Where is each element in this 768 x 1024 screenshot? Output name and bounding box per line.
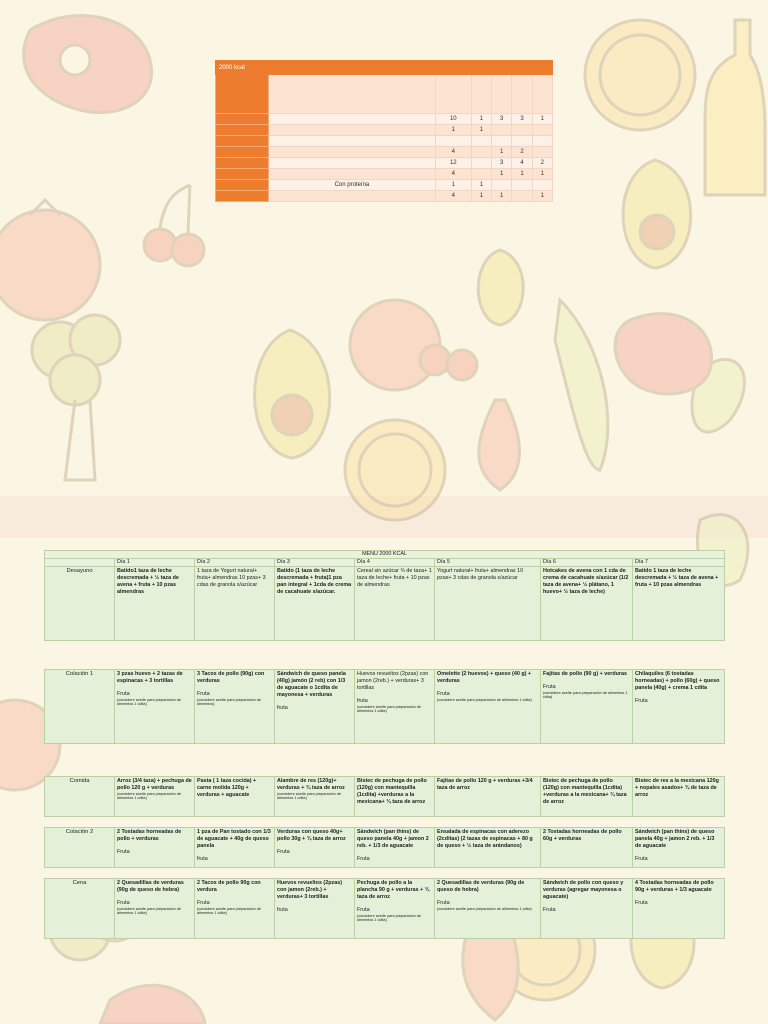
menu-cell	[115, 567, 195, 641]
menu-title-row	[45, 551, 725, 559]
dish-text: Yogurt natural+ fruta+ almendras 10 pzas+ 3 cdas de granola s/azúcar	[437, 568, 524, 582]
fruta-label: Fruta	[357, 907, 370, 914]
meal-name: Desayuno	[45, 567, 115, 641]
dish-text: 2 Quesadillas de verduras (90g de queso de hebra)	[117, 880, 184, 894]
fruta-label: Fruta	[635, 698, 648, 705]
table-cell: 10	[435, 114, 471, 125]
dish-text: 2 Quesadillas de verduras (90g de queso de hebra)	[437, 880, 525, 894]
dish-text: Batido (1 taza de leche descremada + fruta)1 pza pan integral + 1cda de crema de cacahuate s/azúcar.	[277, 568, 352, 596]
table-cell	[269, 158, 436, 169]
table-cell	[532, 125, 552, 136]
menu-cell	[633, 567, 725, 641]
fruta-label: Fruta	[197, 691, 210, 698]
dish-text: Bistec de pechuga de pollo (120g) con mantequilla (1cdita) +verduras a la mexicana+ ¾ taza de arroz	[357, 778, 427, 806]
orange-slice-icon	[345, 420, 445, 520]
table-row	[216, 169, 553, 180]
fruta-label: fruta	[197, 856, 208, 863]
dish-text: Omelette (2 huevos) + queso (40 g) + verduras	[437, 671, 532, 685]
table-cell	[512, 180, 532, 191]
oil-note: (considere aceite para preparación de alimentos 1 cdita)	[197, 907, 261, 916]
table-cell: 1	[532, 169, 552, 180]
table-cell: 4	[435, 169, 471, 180]
table-cell: 1	[492, 147, 512, 158]
table-cell	[471, 169, 491, 180]
day-header-row	[45, 559, 725, 567]
table-cell: 2	[532, 158, 552, 169]
row-gap	[45, 744, 725, 777]
dish-text: Chilaquiles (6 tostadas horneadas) + pollo (60g) + queso panela (40g) + crema 1 cdita	[635, 671, 720, 692]
menu-cell	[275, 879, 355, 939]
dish-text: Alambre de res (120g)+ verduras + ¾ taza de arroz	[277, 778, 345, 792]
dish-text: Sándwich (pan thins) de queso panela 40g + jamon 2 reb. + 1/3 de aguacate	[357, 829, 429, 850]
dish-text: 2 Tostadas horneadas de pollo + verduras	[117, 829, 182, 843]
dish-text: Pechuga de pollo a la plancha 90 g + verduras + ¾ taza de arroz	[357, 880, 430, 901]
oil-note: (considere aceite para preparación de alimentos 1 cdita)	[277, 792, 341, 801]
oil-note: (considere aceite para preparación de alimentos 1 cdita)	[357, 914, 421, 923]
dish-text: 3 pzas huevo + 2 tazas de espinacas + 3 tortillas	[117, 671, 183, 685]
table-cell: 4	[435, 191, 471, 202]
oil-note: (considere aceite para preparación de alimentos)	[197, 698, 261, 707]
table-row	[216, 180, 553, 191]
menu-cell	[195, 828, 275, 868]
table-cell: 1	[471, 191, 491, 202]
dish-text: Sándwich de queso panela (40g) jamón (2 reb) con 1/3 de aguacate o 1cdita de mayonesa + verduras	[277, 671, 346, 699]
meal-row	[45, 670, 725, 744]
table-cell	[269, 191, 436, 202]
menu-cell	[355, 670, 435, 744]
menu-cell	[633, 879, 725, 939]
meal-row	[45, 777, 725, 817]
meal-name: Comida	[45, 777, 115, 817]
day-header: Día 4	[355, 559, 435, 567]
dish-text: Ensalada de espinacas con aderezo (2cditas) (2 tazas de espinacas + 80 g de queso + ½ taza de arándanos)	[437, 829, 533, 850]
table-cell	[512, 125, 532, 136]
menu-cell	[541, 879, 633, 939]
menu-cell	[115, 879, 195, 939]
table-cell	[269, 169, 436, 180]
table-row	[216, 125, 553, 136]
table-cell	[512, 136, 532, 147]
table-cell: 12	[435, 158, 471, 169]
table-cell	[269, 114, 436, 125]
table-cell: Con proteína	[269, 180, 436, 191]
menu-cell	[541, 567, 633, 641]
menu-cell	[355, 879, 435, 939]
meal-name: Colación 2	[45, 828, 115, 868]
table-row	[216, 114, 553, 125]
oil-note: (considere aceite para preparación de alimentos 1 cdita)	[117, 698, 181, 707]
table-cell: 1	[471, 180, 491, 191]
table-cell	[471, 147, 491, 158]
menu-cell	[435, 567, 541, 641]
menu-cell	[435, 670, 541, 744]
table-title: 2000 kcal	[216, 61, 553, 75]
fruta-label: Fruta	[117, 849, 130, 856]
fruta-label: Fruta	[543, 907, 556, 914]
table-cell: 1	[471, 125, 491, 136]
fruta-label: Fruta	[635, 856, 648, 863]
dish-text: Fajitas de pollo 120 g + verduras +3/4 taza de arroz	[437, 778, 533, 792]
table-cell: 1	[492, 169, 512, 180]
day-header: Día 2	[195, 559, 275, 567]
table-cell	[471, 158, 491, 169]
dish-text: Huevos revueltos (2pzas) con jamon (2reb.) + verduras+ 3 tortillas	[357, 671, 429, 692]
fruta-label: Fruta	[197, 900, 210, 907]
table-cell	[435, 136, 471, 147]
dish-text: Hotcakes de avena con 1 cda de crema de cacahuate s/azúcar (1/2 taza de avena+ ½ plátano, 1 huevo+ ½ taza de leche)	[543, 568, 629, 596]
table-cell: 2	[512, 147, 532, 158]
menu-cell	[541, 670, 633, 744]
menu-cell	[435, 879, 541, 939]
dish-text: 4 Tostadas horneadas de pollo 90g + verduras + 1/3 aguacate	[635, 880, 714, 894]
oil-note: (considere aceite para preparación de alimentos 1 cdita)	[437, 907, 532, 912]
menu-cell	[275, 777, 355, 817]
dish-text: Batido 1 taza de leche descremada + ½ taza de avena + fruta + 10 pzas almendras	[635, 568, 719, 589]
oil-note: (considere aceite para preparación de alimentos 1 cdita)	[357, 705, 421, 714]
meal-rows	[45, 567, 725, 939]
table-cell	[512, 191, 532, 202]
table-cell: 1	[512, 169, 532, 180]
table-cell: 1	[435, 180, 471, 191]
fruta-label: Fruta	[635, 900, 648, 907]
fruta-label: Fruta	[117, 691, 130, 698]
table-cell	[492, 180, 512, 191]
table-cell: 1	[532, 114, 552, 125]
dish-text: Sándwich (pan thins) de queso panela 40g + jamon 2 reb. + 1/3 de aguacate	[635, 829, 715, 850]
day-header: Día 5	[435, 559, 541, 567]
menu-cell	[541, 828, 633, 868]
menu-cell	[275, 567, 355, 641]
row-gap	[45, 641, 725, 670]
meal-row	[45, 879, 725, 939]
table-cell	[471, 136, 491, 147]
table-cell: 4	[435, 147, 471, 158]
table-cell: 1	[532, 191, 552, 202]
table-row	[216, 136, 553, 147]
dish-text: 3 Tacos de pollo (90g) con verduras	[197, 671, 265, 685]
dish-text: Huevos revueltos (2pzas) con jamon (2reb.) + verduras+ 3 tortillas	[277, 880, 343, 901]
menu-cell	[435, 777, 541, 817]
day-header: Día 1	[115, 559, 195, 567]
table-title-row	[216, 61, 553, 75]
table-cell: 1	[471, 114, 491, 125]
table-row	[216, 147, 553, 158]
dish-text: Pasta ( 1 taza cocida) + carne molida 120g + verduras + aguacate	[197, 778, 257, 799]
dish-text: 2 Tostadas horneadas de pollo 60g + verduras	[543, 829, 622, 843]
fruta-label: fruta	[277, 705, 288, 712]
menu-cell	[633, 777, 725, 817]
avocado-icon	[478, 250, 523, 325]
table-cell: 3	[492, 158, 512, 169]
oil-note: (considere aceite para preparación de alimentos 1 cdita)	[437, 698, 532, 703]
fruta-label: fruta	[357, 698, 368, 705]
menu-cell	[355, 828, 435, 868]
menu-cell	[195, 879, 275, 939]
apple-icon	[350, 300, 440, 390]
dish-text: 2 Tacos de pollo 90g con verdura	[197, 880, 261, 894]
kcal-portion-table	[215, 60, 553, 202]
fruta-label: Fruta	[543, 684, 556, 691]
fruta-label: fruta	[277, 907, 288, 914]
menu-cell	[115, 670, 195, 744]
meal-name: Cena	[45, 879, 115, 939]
menu-title: MENU 2000 KCAL	[45, 551, 725, 559]
table-cell: 3	[512, 114, 532, 125]
meal-name: Colación 1	[45, 670, 115, 744]
row-gap	[45, 868, 725, 879]
dish-text: Sándwich de pollo con queso y verduras (agregar mayonesa o aguacate)	[543, 880, 624, 901]
menu-cell	[633, 828, 725, 868]
dish-text: 1 pza de Pan tostado con 1/3 de aguacate + 40g de queso panela	[197, 829, 271, 850]
menu-cell	[195, 567, 275, 641]
fruta-label: Fruta	[357, 856, 370, 863]
day-header: Día 7	[633, 559, 725, 567]
oil-note: (considere aceite para preparación de alimentos 1 cdita)	[117, 792, 181, 801]
menu-cell	[195, 777, 275, 817]
table-cell	[492, 136, 512, 147]
table-row	[216, 158, 553, 169]
table-cell: 1	[492, 191, 512, 202]
dish-text: Batido1 taza de leche descremada + ½ taza de avena + fruta + 10 pzas almendras	[117, 568, 179, 596]
table-cell: 3	[492, 114, 512, 125]
fruta-label: Fruta	[117, 900, 130, 907]
header-spacer-row	[216, 75, 553, 114]
dish-text: Verduras con queso 40g+ pollo 30g + ¾ taza de arroz	[277, 829, 346, 843]
menu-cell	[275, 828, 355, 868]
dish-text: 1 taza de Yogurt natural+ fruta+ almendras 10 pzas+ 3 cdas de granola s/azúcar	[197, 568, 266, 589]
dish-text: Bistec de res a la mexicana 120g + nopales asados+ ¾ de taza de arroz	[635, 778, 719, 799]
menu-cell	[633, 670, 725, 744]
fruta-label: Fruta	[437, 691, 450, 698]
oil-note: (considere aceite para preparación de alimentos 1 cdita)	[543, 691, 628, 700]
table-row	[216, 191, 553, 202]
table-cell	[532, 147, 552, 158]
day-header: Día 6	[541, 559, 633, 567]
orange-slice-icon	[585, 20, 695, 130]
dish-text: Fajitas de pollo (90 g) + verduras	[543, 671, 628, 678]
dish-text: Arroz (3/4 taza) + pechuga de pollo 120 g + verduras	[117, 778, 192, 792]
menu-cell	[435, 828, 541, 868]
oil-note: (considere aceite para preparación de alimentos 1 cdita)	[117, 907, 181, 916]
dish-text: Bistec de pechuga de pollo (120g) con mantequilla (1cdita) +verduras a la mexicana+ ¾ taza de arroz	[543, 778, 627, 806]
menu-cell	[115, 828, 195, 868]
menu-cell	[541, 777, 633, 817]
menu-cell	[115, 777, 195, 817]
menu-cell	[355, 777, 435, 817]
table-cell: 1	[435, 125, 471, 136]
dish-text: Cereal sin azúcar ¾ de taza+ 1 taza de leche+ fruta + 10 pzas de almendras	[357, 568, 432, 589]
table-cell	[269, 147, 436, 158]
meal-row	[45, 567, 725, 641]
day-header: Día 3	[275, 559, 355, 567]
menu-cell	[195, 670, 275, 744]
table-cell	[532, 136, 552, 147]
table-cell	[269, 125, 436, 136]
menu-cell	[355, 567, 435, 641]
table-cell: 4	[512, 158, 532, 169]
row-gap	[45, 817, 725, 828]
fruta-label: Fruta	[437, 900, 450, 907]
meal-row	[45, 828, 725, 868]
table-cell	[532, 180, 552, 191]
table-cell	[492, 125, 512, 136]
table-cell	[269, 136, 436, 147]
menu-table	[44, 550, 725, 939]
fruta-label: Fruta	[277, 849, 290, 856]
menu-cell	[275, 670, 355, 744]
